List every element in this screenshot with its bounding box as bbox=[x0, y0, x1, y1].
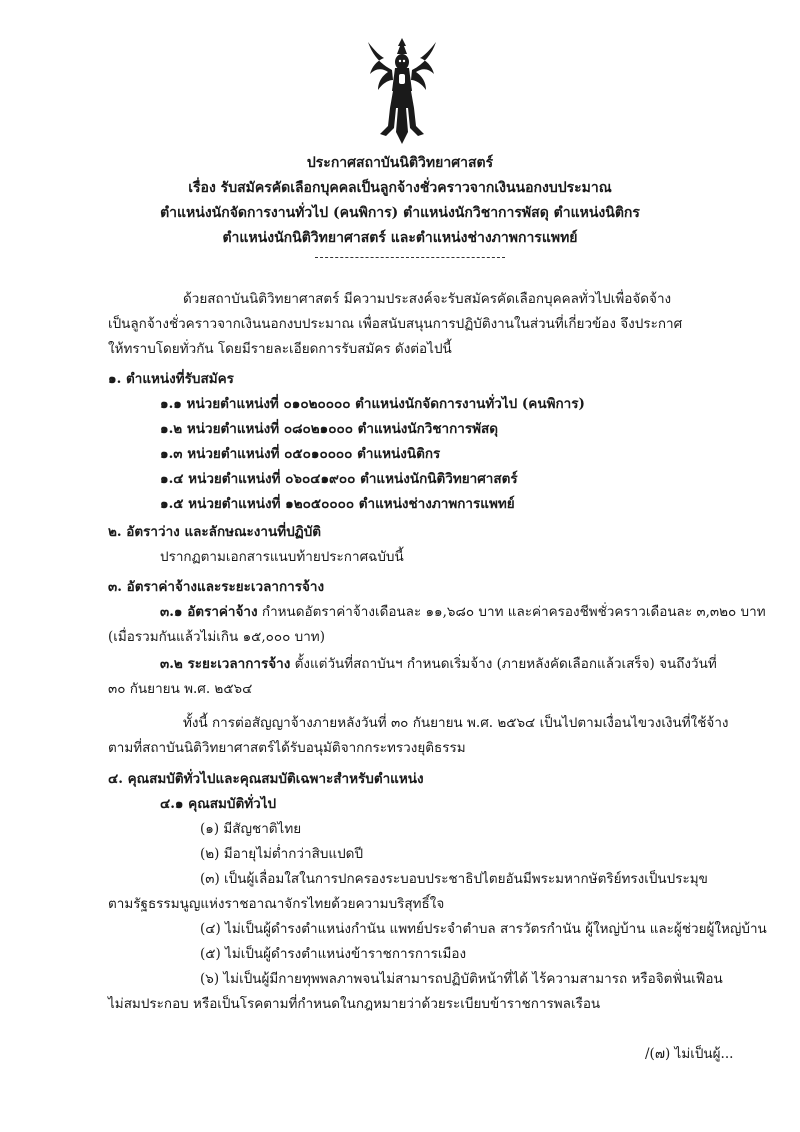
positions-line-1: ตำแหน่งนักจัดการงานทั่วไป (คนพิการ) ตำแหน่งนักวิชาการพัสดุ ตำแหน่งนิติกร bbox=[160, 205, 640, 221]
wage-rate-text: กำหนดอัตราค่าจ้างเดือนละ ๑๑,๖๘๐ บาท และค่าครองชีพชั่วคราวเดือนละ ๓,๓๒๐ บาท bbox=[257, 604, 766, 620]
section-2-title: ๒. อัตราว่าง และลักษณะงานที่ปฏิบัติ bbox=[108, 524, 322, 540]
intro-line-3: ให้ทราบโดยทั่วกัน โดยมีรายละเอียดการรับสมัคร ดังต่อไปนี้ bbox=[108, 341, 452, 357]
employment-period-line bbox=[160, 653, 717, 675]
section-3-title: ๓. อัตราค่าจ้างและระยะเวลาการจ้าง bbox=[108, 579, 325, 595]
qualification-item: (๖) ไม่เป็นผู้มีกายทุพพลภาพจนไม่สามารถปฏิบัติหน้าที่ได้ ไร้ความสามารถ หรือจิตฟั่นเฟือน bbox=[200, 971, 723, 987]
qualification-item: (๒) มีอายุไม่ต่ำกว่าสิบแปดปี bbox=[200, 846, 364, 862]
garuda-emblem-icon bbox=[366, 36, 438, 146]
positions-line-2: ตำแหน่งนักนิติวิทยาศาสตร์ และตำแหน่งช่างภาพการแพทย์ bbox=[222, 230, 578, 246]
heading-divider bbox=[315, 257, 505, 258]
position-item: ๑.๒ หน่วยตำแหน่งที่ ๐๘๐๒๑๐๐๐ ตำแหน่งนักวิชาการพัสดุ bbox=[160, 421, 499, 437]
announcement-title: ประกาศสถาบันนิติวิทยาศาสตร์ bbox=[306, 155, 494, 171]
general-qualifications-title: ๔.๑ คุณสมบัติทั่วไป bbox=[160, 796, 277, 812]
position-item: ๑.๑ หน่วยตำแหน่งที่ ๐๑๐๒๐๐๐๐ ตำแหน่งนักจัดการงานทั่วไป (คนพิการ) bbox=[160, 396, 585, 412]
section-1-title: ๑. ตำแหน่งที่รับสมัคร bbox=[108, 371, 234, 387]
intro-line-2: เป็นลูกจ้างชั่วคราวจากเงินนอกงบประมาณ เพื่อสนับสนุนการปฏิบัติงานในส่วนที่เกี่ยวข้อง จึงประกาศ bbox=[108, 316, 683, 332]
qualification-item-continuation: ไม่สมประกอบ หรือเป็นโรคตามที่กำหนดในกฎหมายว่าด้วยระเบียบข้าราชการพลเรือน bbox=[108, 996, 601, 1012]
qualification-item: (๕) ไม่เป็นผู้ดำรงตำแหน่งข้าราชการการเมือง bbox=[200, 946, 467, 962]
wage-rate-label: ๓.๑ อัตราค่าจ้าง bbox=[160, 604, 258, 620]
contract-note-line-1: ทั้งนี้ การต่อสัญญาจ้างภายหลังวันที่ ๓๐ กันยายน พ.ศ. ๒๕๖๔ เป็นไปตามเงื่อนไขวงเงินที่ใช้จ้าง bbox=[183, 715, 729, 731]
qualification-item: (๔) ไม่เป็นผู้ดำรงตำแหน่งกำนัน แพทย์ประจำตำบล สารวัตรกำนัน ผู้ใหญ่บ้าน และผู้ช่วยผู้ใหญ่บ้าน bbox=[200, 921, 767, 937]
position-item: ๑.๔ หน่วยตำแหน่งที่ ๐๖๐๔๑๙๐๐ ตำแหน่งนักนิติวิทยาศาสตร์ bbox=[160, 471, 518, 487]
wage-rate-line bbox=[160, 601, 766, 623]
employment-period-text: ตั้งแต่วันที่สถาบันฯ กำหนดเริ่มจ้าง (ภายหลังคัดเลือกแล้วเสร็จ) จนถึงวันที่ bbox=[290, 656, 717, 672]
employment-period-continuation: ๓๐ กันยายน พ.ศ. ๒๕๖๔ bbox=[108, 681, 253, 697]
position-item: ๑.๕ หน่วยตำแหน่งที่ ๑๒๐๕๐๐๐๐ ตำแหน่งช่างภาพการแพทย์ bbox=[160, 496, 515, 512]
contract-note-line-2: ตามที่สถาบันนิติวิทยาศาสตร์ได้รับอนุมัติจากกระทรวงยุติธรรม bbox=[108, 740, 466, 756]
section-2-body: ปรากฏตามเอกสารแนบท้ายประกาศฉบับนี้ bbox=[160, 549, 404, 565]
wage-rate-continuation: (เมื่อรวมกันแล้วไม่เกิน ๑๕,๐๐๐ บาท) bbox=[108, 629, 325, 645]
employment-period-label: ๓.๒ ระยะเวลาการจ้าง bbox=[160, 656, 291, 672]
qualification-item: (๓) เป็นผู้เลื่อมใสในการปกครองระบอบประชาธิปไตยอันมีพระมหากษัตริย์ทรงเป็นประมุข bbox=[200, 871, 708, 887]
position-item: ๑.๓ หน่วยตำแหน่งที่ ๐๕๐๑๐๐๐๐ ตำแหน่งนิติกร bbox=[160, 446, 441, 462]
subject-line: เรื่อง รับสมัครคัดเลือกบุคคลเป็นลูกจ้างชั่วคราวจากเงินนอกงบประมาณ bbox=[188, 180, 612, 196]
qualification-item-continuation: ตามรัฐธรรมนูญแห่งราชอาณาจักรไทยด้วยความบริสุทธิ์ใจ bbox=[108, 896, 445, 912]
continuation-marker: /(๗) ไม่เป็นผู้... bbox=[645, 1046, 734, 1062]
intro-line-1: ด้วยสถาบันนิติวิทยาศาสตร์ มีความประสงค์จะรับสมัครคัดเลือกบุคคลทั่วไปเพื่อจัดจ้าง bbox=[183, 291, 672, 307]
qualification-item: (๑) มีสัญชาติไทย bbox=[200, 821, 302, 837]
section-4-title: ๔. คุณสมบัติทั่วไปและคุณสมบัติเฉพาะสำหรับตำแหน่ง bbox=[108, 771, 424, 787]
